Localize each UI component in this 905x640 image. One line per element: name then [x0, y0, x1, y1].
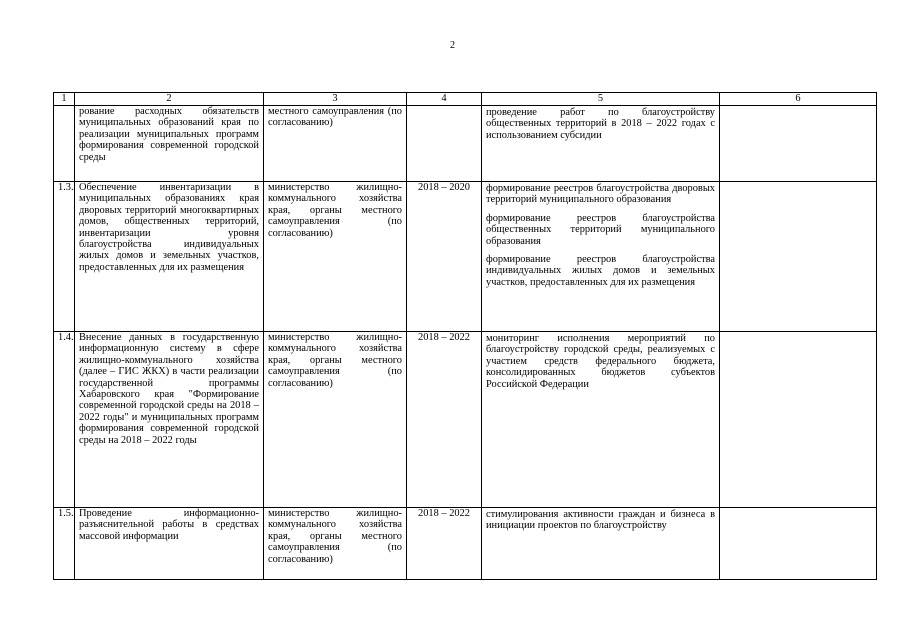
column-header: 5: [482, 93, 720, 106]
row-number: [54, 106, 75, 182]
note-cell: [720, 508, 877, 580]
table-row: [54, 106, 877, 182]
result-cell: [482, 332, 720, 508]
period-cell: 2018 – 2020: [407, 182, 482, 332]
row-number: 1.5.: [54, 508, 75, 580]
note-cell: [720, 332, 877, 508]
column-header: 1: [54, 93, 75, 106]
result-item: формирование реестров благоустройства индивидуальных жилых домов и земельных участков, предоставленных для их размещения: [486, 254, 715, 288]
period-cell: 2018 – 2022: [407, 332, 482, 508]
executor-cell: министерство жилищно-коммунального хозяйства края, органы местного самоуправления (по согласованию): [264, 182, 407, 332]
note-cell: [720, 182, 877, 332]
row-number: 1.3.: [54, 182, 75, 332]
table-row: [54, 182, 877, 332]
note-cell: [720, 106, 877, 182]
column-header: 2: [75, 93, 264, 106]
executor-cell: министерство жилищно-коммунального хозяйства края, органы местного самоуправления (по согласованию): [264, 508, 407, 580]
measure-cell: рование расходных обязательств муниципальных образований края по реализации муниципальных программ формирования современной городской среды: [75, 106, 264, 182]
result-cell: [482, 182, 720, 332]
result-item: мониторинг исполнения мероприятий по благоустройству городской среды, реализуемых с участием средств федерального бюджета, консолидированных бюджетов субъектов Российской Федерации: [486, 333, 715, 390]
executor-cell: министерство жилищно-коммунального хозяйства края, органы местного самоуправления (по согласованию): [264, 332, 407, 508]
period-cell: [407, 106, 482, 182]
measure-cell: Обеспечение инвентаризации в муниципальных образованиях края дворовых территорий многоквартирных домов, общественных территорий, инвентаризации уровня благоустройства индивидуальных жилых домов и земельных участков, предоставленных для их размещения: [75, 182, 264, 332]
executor-cell: местного самоуправления (по согласованию): [264, 106, 407, 182]
table-header-row: [54, 93, 877, 106]
column-header: 6: [720, 93, 877, 106]
column-header: 3: [264, 93, 407, 106]
period-cell: 2018 – 2022: [407, 508, 482, 580]
activity-plan-table: [53, 92, 877, 580]
result-cell: [482, 106, 720, 182]
table-row: [54, 332, 877, 508]
row-number: 1.4.: [54, 332, 75, 508]
result-item: формирование реестров благоустройства общественных территорий муниципального образования: [486, 212, 715, 247]
result-item: стимулирования активности граждан и бизнеса в инициации проектов по благоустройству: [486, 509, 715, 532]
result-item: формирование реестров благоустройства дворовых территорий муниципального образования: [486, 183, 715, 206]
measure-cell: Проведение информационно-разъяснительной работы в средствах массовой информации: [75, 508, 264, 580]
result-item: проведение работ по благоустройству общественных территорий в 2018 – 2022 годах с использованием субсидии: [486, 107, 715, 141]
column-header: 4: [407, 93, 482, 106]
page-number: 2: [450, 40, 455, 51]
table-row: [54, 508, 877, 580]
measure-cell: Внесение данных в государственную информационную систему в сфере жилищно-коммунального хозяйства (далее – ГИС ЖКХ) в части реализации государственной программы Хабаровского края "Формирование современной городской среды на 2018 – 2022 годы" и муниципальных программ формирования современной городской среды на 2018 – 2022 годы: [75, 332, 264, 508]
result-cell: [482, 508, 720, 580]
